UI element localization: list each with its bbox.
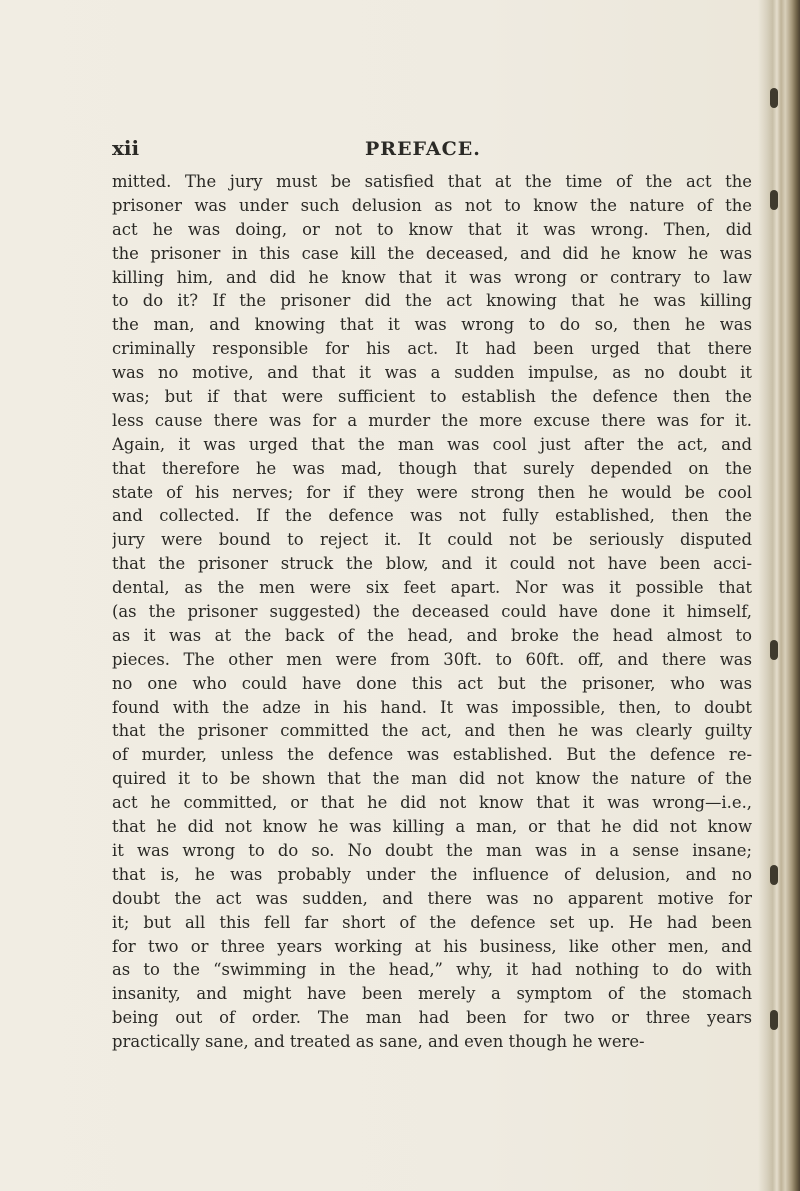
text-line: prisoner was under such delusion as not to know the nature of the	[112, 195, 752, 215]
page-number: xii	[112, 136, 140, 160]
page-header	[112, 136, 752, 166]
text-line: of murder, unless the defence was established. But the defence re-	[112, 745, 752, 765]
text-line: pieces. The other men were from 30ft. to 60ft. off, and there was	[112, 649, 752, 669]
text-line: act he was doing, or not to know that it was wrong. Then, did	[112, 219, 752, 239]
text-line: and collected. If the defence was not fully established, then the	[112, 506, 752, 526]
text-line: state of his nerves; for if they were strong then he would be cool	[112, 482, 752, 502]
edge-mark	[770, 190, 778, 210]
text-line: dental, as the men were six feet apart. Nor was it possible that	[112, 578, 752, 598]
text-line: that the prisoner committed the act, and then he was clearly guilty	[112, 721, 752, 741]
text-line: found with the adze in his hand. It was impossible, then, to doubt	[112, 697, 752, 717]
text-line: Again, it was urged that the man was cool just after the act, and	[112, 434, 752, 454]
text-line: the man, and knowing that it was wrong to do so, then he was	[112, 315, 752, 335]
text-line: doubt the act was sudden, and there was no apparent motive for	[112, 888, 752, 908]
body-text	[112, 170, 752, 1054]
text-line: as to the “swimming in the head,” why, it had nothing to do with	[112, 960, 752, 980]
text-line: that therefore he was mad, though that surely depended on the	[112, 458, 752, 478]
text-line: as it was at the back of the head, and broke the head almost to	[112, 625, 752, 645]
text-line: insanity, and might have been merely a symptom of the stomach	[112, 984, 752, 1004]
text-line: being out of order. The man had been for two or three years	[112, 1008, 752, 1028]
text-line: mitted. The jury must be satisfied that at the time of the act the	[112, 172, 752, 191]
text-line: jury were bound to reject it. It could not be seriously disputed	[112, 530, 752, 550]
text-line: (as the prisoner suggested) the deceased could have done it himself,	[112, 602, 752, 622]
text-line: was; but if that were sufficient to establish the defence then the	[112, 387, 752, 407]
page-edge-shadow	[758, 0, 800, 1191]
text-line: criminally responsible for his act. It had been urged that there	[112, 339, 752, 359]
text-line: act he committed, or that he did not know that it was wrong—i.e.,	[112, 793, 752, 813]
edge-mark	[770, 640, 778, 660]
text-line: that he did not know he was killing a man, or that he did not know	[112, 817, 752, 837]
text-line: the prisoner in this case kill the deceased, and did he know he was	[112, 243, 752, 263]
text-line: no one who could have done this act but the prisoner, who was	[112, 673, 752, 693]
edge-mark	[770, 865, 778, 885]
text-line: less cause there was for a murder the more excuse there was for it.	[112, 410, 752, 430]
text-line: for two or three years working at his business, like other men, and	[112, 936, 752, 956]
text-line: that the prisoner struck the blow, and it could not have been acci-	[112, 554, 752, 574]
text-line: that is, he was probably under the influence of delusion, and no	[112, 864, 752, 884]
text-line: it; but all this fell far short of the defence set up. He had been	[112, 912, 752, 932]
text-line: practically sane, and treated as sane, and even though he were-	[112, 1032, 645, 1052]
text-line: was no motive, and that it was a sudden impulse, as no doubt it	[112, 363, 752, 383]
text-line: quired it to be shown that the man did not know the nature of the	[112, 769, 752, 789]
edge-mark	[770, 88, 778, 108]
running-head: PREFACE.	[365, 138, 481, 160]
text-line: killing him, and did he know that it was wrong or contrary to law	[112, 267, 752, 287]
text-line: to do it? If the prisoner did the act knowing that he was killing	[112, 291, 752, 311]
text-line: it was wrong to do so. No doubt the man was in a sense insane;	[112, 840, 752, 860]
edge-mark	[770, 1010, 778, 1030]
